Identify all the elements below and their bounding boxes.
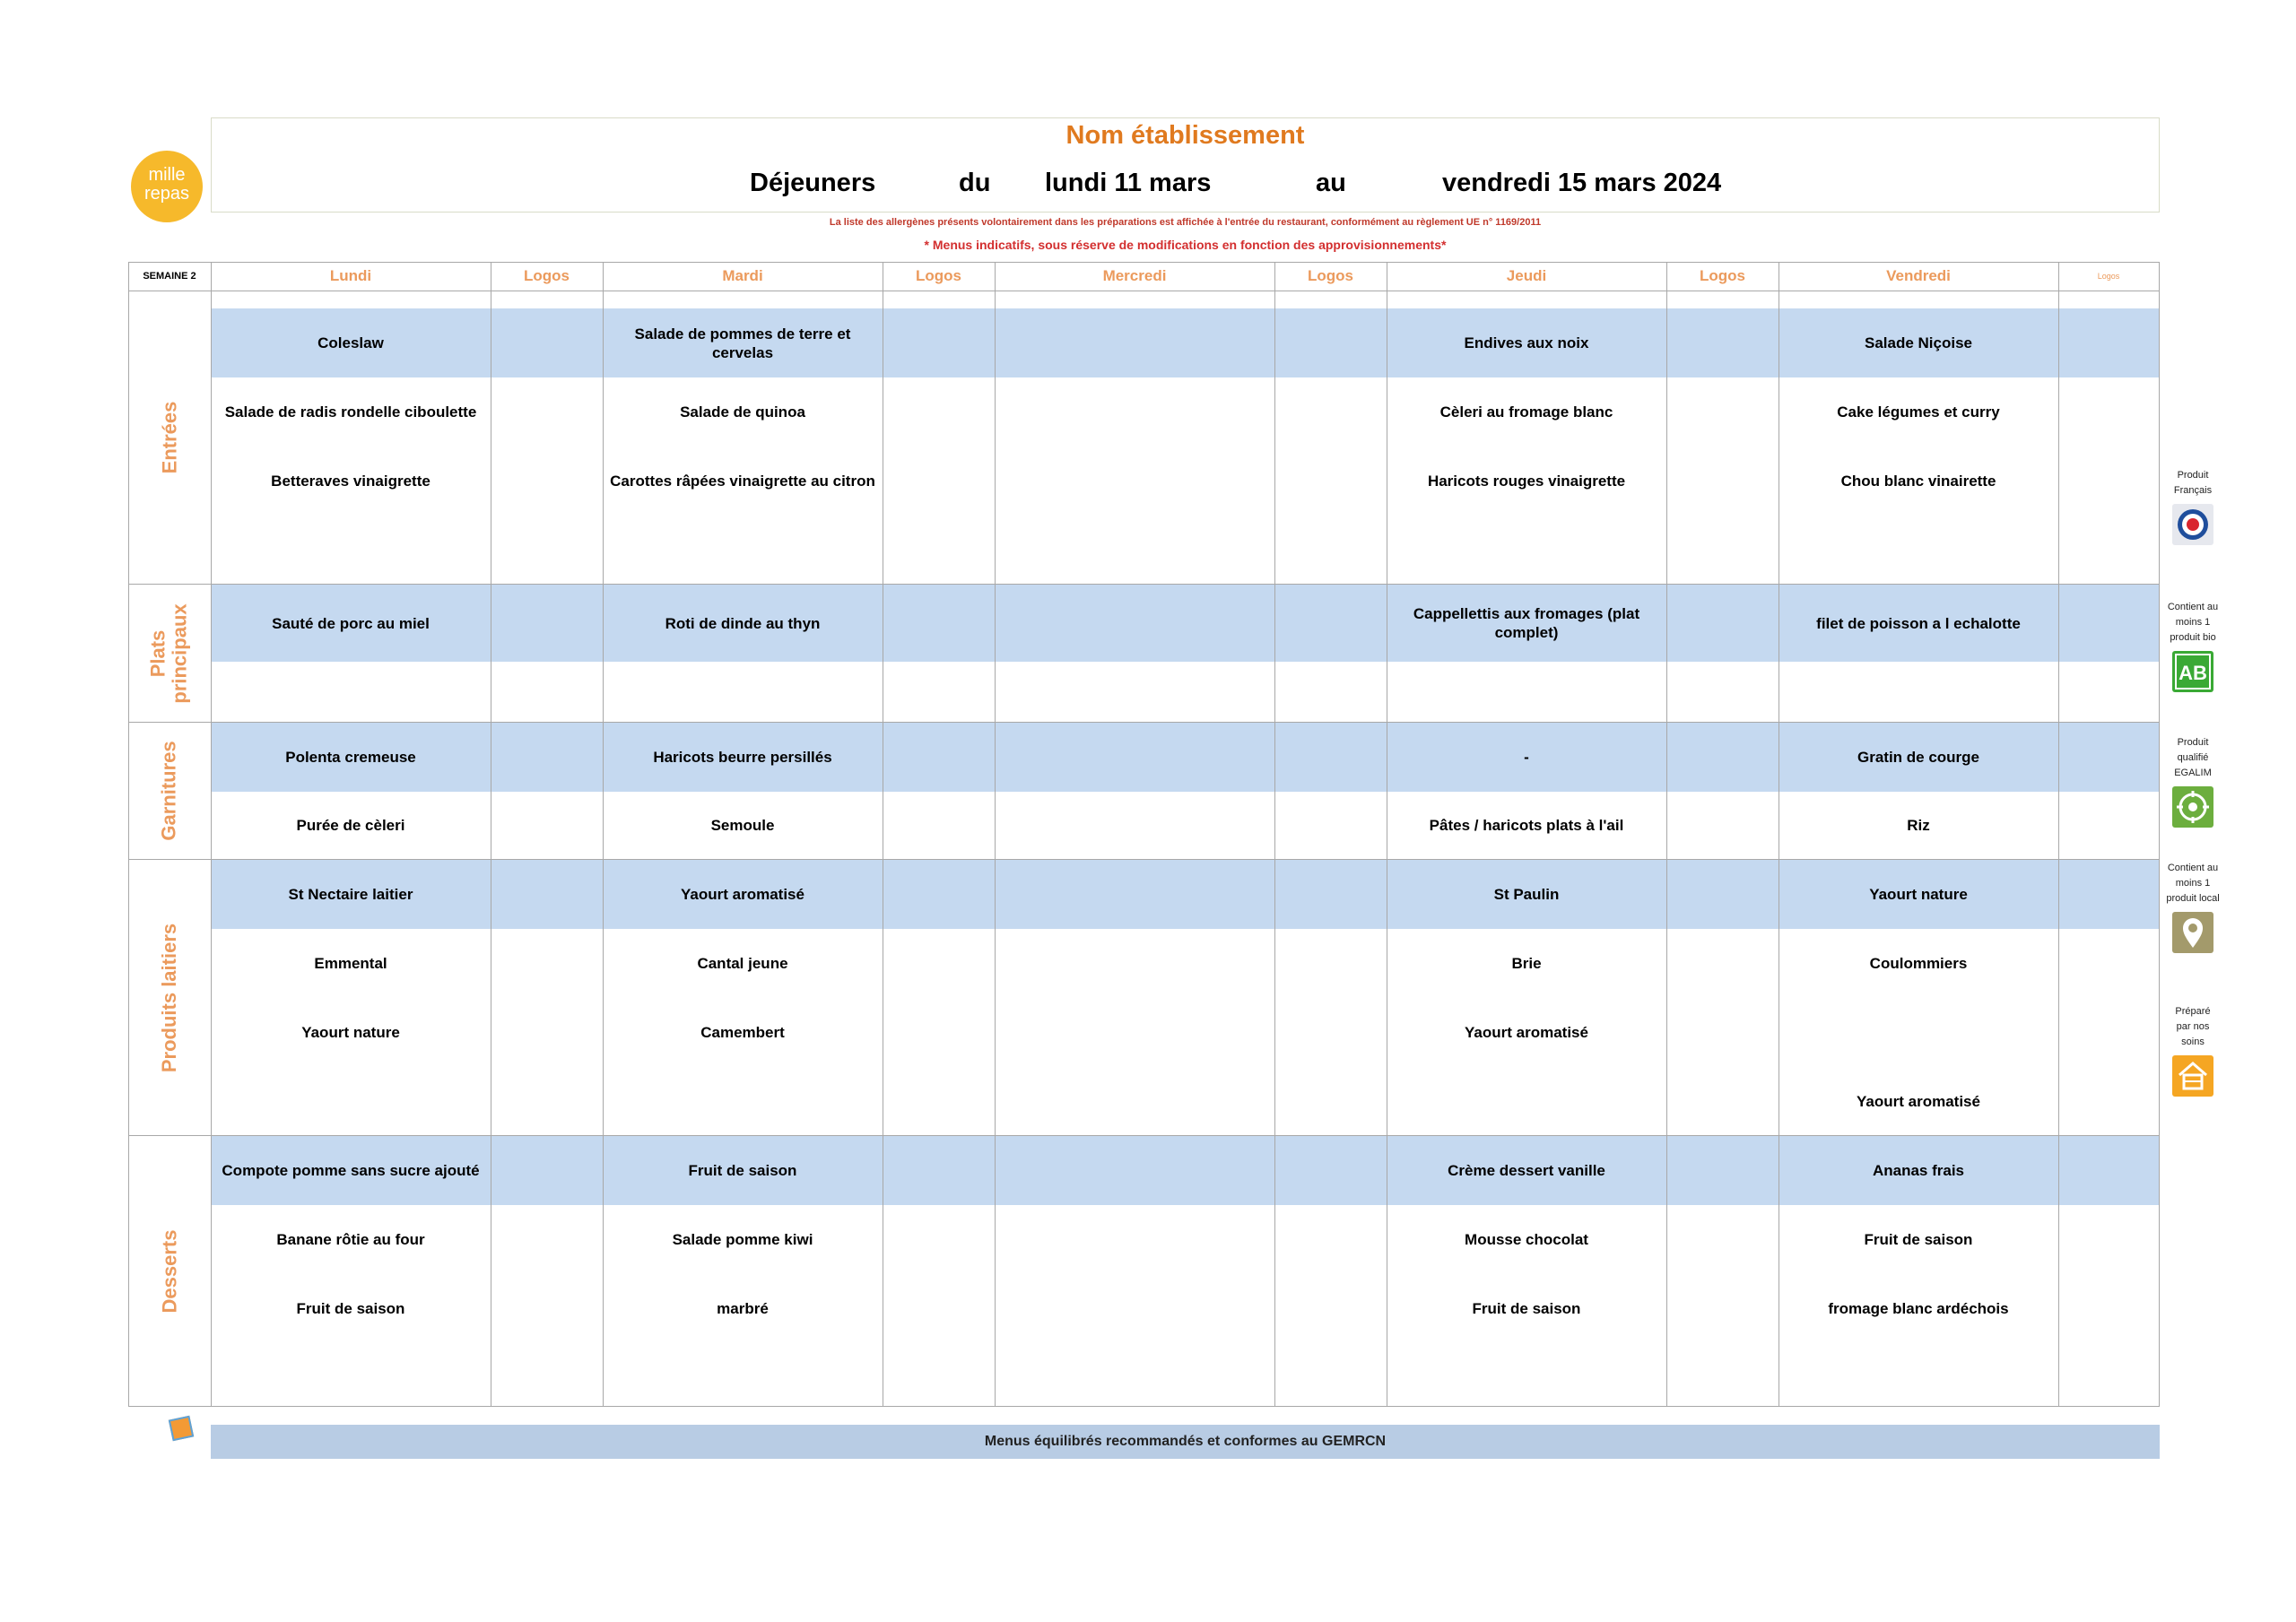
legend-produit-francais xyxy=(2161,468,2224,545)
menu-item: fromage blanc ardéchois xyxy=(1828,1300,2009,1317)
col-header-mardi: Mardi xyxy=(722,267,763,284)
menu-item: Endives aux noix xyxy=(1464,334,1589,351)
week-label: SEMAINE 2 xyxy=(143,271,196,282)
category-entrees: Entrées xyxy=(158,401,180,474)
legend-egalim xyxy=(2161,735,2224,828)
menu-item: Camembert xyxy=(700,1024,785,1041)
menu-item: Haricots rouges vinaigrette xyxy=(1427,473,1626,490)
menu-item: Purée de cèleri xyxy=(296,817,405,834)
menu-item: Salade Niçoise xyxy=(1864,334,1972,351)
menu-item: Salade pomme kiwi xyxy=(672,1231,813,1248)
menu-item: marbré xyxy=(717,1300,769,1317)
svg-text:AB: AB xyxy=(2179,662,2207,684)
legend-label: Produit Français xyxy=(2173,470,2213,496)
menu-item: Yaourt nature xyxy=(301,1024,400,1041)
menu-item: Fruit de saison xyxy=(1472,1300,1581,1317)
logo-line2: repas xyxy=(144,184,190,204)
gemrcn-footer: Menus équilibrés recommandés et conformes au GEMRCN xyxy=(211,1425,2160,1459)
menu-item: Brie xyxy=(1511,955,1542,972)
menu-item: Salade de radis rondelle ciboulette xyxy=(224,403,477,421)
col-header-logos: Logos xyxy=(916,267,961,284)
legend-label: Contient au moins 1 produit bio xyxy=(2167,602,2219,643)
ab-bio-icon xyxy=(2172,651,2213,692)
col-header-logos: Logos xyxy=(1700,267,1745,284)
menu-item: Cappellettis aux fromages (plat complet) xyxy=(1413,605,1640,641)
location-pin-icon xyxy=(2172,912,2213,953)
menu-item xyxy=(1779,998,2058,1067)
mille-repas-logo xyxy=(131,151,203,222)
grid-border xyxy=(2159,262,2160,1407)
weekly-menu-table xyxy=(128,262,2160,1407)
col-header-lundi: Lundi xyxy=(329,267,372,284)
legend-label: Produit qualifié EGALIM xyxy=(2174,737,2212,778)
col-header-vendredi: Vendredi xyxy=(1886,267,1951,284)
logo-line1: mille xyxy=(148,165,186,185)
menu-item: Fruit de saison xyxy=(1864,1231,1973,1248)
establishment-name: Nom établissement xyxy=(1065,121,1305,150)
menu-item: Coulommiers xyxy=(1869,955,1968,972)
menu-item: - xyxy=(1524,749,1529,766)
menu-item: Yaourt aromatisé xyxy=(1465,1024,1588,1041)
menu-item: Banane rôtie au four xyxy=(276,1231,425,1248)
grid-border xyxy=(1274,262,1275,1407)
menu-item: Riz xyxy=(1907,817,1930,834)
grid-border xyxy=(1666,262,1667,1407)
menu-item: Yaourt aromatisé xyxy=(1857,1092,1980,1110)
menu-item: Cake légumes et curry xyxy=(1837,403,2000,421)
meal-type: Déjeuners xyxy=(750,169,876,197)
menu-item: Betteraves vinaigrette xyxy=(271,473,430,490)
menu-item: Emmental xyxy=(314,955,387,972)
menu-item: St Paulin xyxy=(1493,886,1560,903)
legend-label: Contient au moins 1 produit local xyxy=(2166,863,2220,904)
legend-produit-local xyxy=(2161,861,2224,953)
col-header-logos: Logos xyxy=(524,267,570,284)
grid-border xyxy=(995,262,996,1407)
category-garnitures: Garnitures xyxy=(158,741,181,841)
menu-item: Chou blanc vinairette xyxy=(1840,473,1996,490)
menu-item: Roti de dinde au thyn xyxy=(665,614,821,632)
indicative-notice: * Menus indicatifs, sous réserve de modifications en fonction des approvisionnements* xyxy=(924,238,1447,252)
menu-item: Haricots beurre persillés xyxy=(653,749,832,766)
allergen-notice: La liste des allergènes présents volontairement dans les préparations est affichée à l'entrée du restaurant, conformément au règlement UE n° 1169/2011 xyxy=(829,217,1542,228)
from-label: du xyxy=(959,169,991,197)
menu-item: Cantal jeune xyxy=(697,955,788,972)
menu-item: Fruit de saison xyxy=(296,1300,405,1317)
grid-border xyxy=(128,1406,2160,1407)
gemrcn-icon xyxy=(169,1416,194,1441)
menu-item: Yaourt aromatisé xyxy=(681,886,804,903)
menu-item: Coleslaw xyxy=(317,334,384,351)
menu-item: Fruit de saison xyxy=(688,1162,797,1179)
col-header-logos: Logos xyxy=(1308,267,1353,284)
menu-item: Sauté de porc au miel xyxy=(272,614,430,632)
col-header-jeudi: Jeudi xyxy=(1506,267,1547,284)
menu-header xyxy=(211,117,2160,213)
to-date: vendredi 15 mars 2024 xyxy=(1442,169,1722,197)
menu-item: Salade de quinoa xyxy=(680,403,805,421)
menu-item: St Nectaire laitier xyxy=(288,886,413,903)
menu-item: Crème dessert vanille xyxy=(1448,1162,1605,1179)
to-label: au xyxy=(1316,169,1346,197)
house-icon xyxy=(2172,1055,2213,1097)
category-plats: Plats principaux xyxy=(147,603,191,704)
menu-item: Yaourt nature xyxy=(1869,886,1968,903)
category-produits-laitiers: Produits laitiers xyxy=(158,923,180,1072)
menu-item: Ananas frais xyxy=(1872,1162,1965,1179)
menu-item: Compote pomme sans sucre ajouté xyxy=(222,1162,480,1179)
category-desserts: Desserts xyxy=(158,1229,181,1313)
from-date: lundi 11 mars xyxy=(1045,169,1212,197)
menu-item: Pâtes / haricots plats à l'ail xyxy=(1429,817,1624,834)
menu-item: filet de poisson a l echalotte xyxy=(1816,614,2021,632)
legend-produit-bio xyxy=(2161,600,2224,692)
menu-item: Gratin de courge xyxy=(1857,749,1980,766)
egalim-icon xyxy=(2172,786,2213,828)
menu-item: Mousse chocolat xyxy=(1465,1231,1588,1248)
menu-item: Salade de pommes de terre et cervelas xyxy=(634,325,851,361)
col-header-logos: Logos xyxy=(2097,272,2120,281)
col-header-mercredi: Mercredi xyxy=(1102,267,1167,284)
legend-prepare-par-nos-soins xyxy=(2161,1004,2224,1097)
grid-border xyxy=(2058,262,2059,1407)
menu-item: Carottes râpées vinaigrette au citron xyxy=(610,473,875,490)
menu-item: Cèleri au fromage blanc xyxy=(1439,403,1613,421)
french-flag-icon xyxy=(2172,504,2213,545)
menu-item: Semoule xyxy=(710,817,775,834)
menu-item: Polenta cremeuse xyxy=(285,749,416,766)
legend-label: Préparé par nos soins xyxy=(2175,1006,2211,1047)
